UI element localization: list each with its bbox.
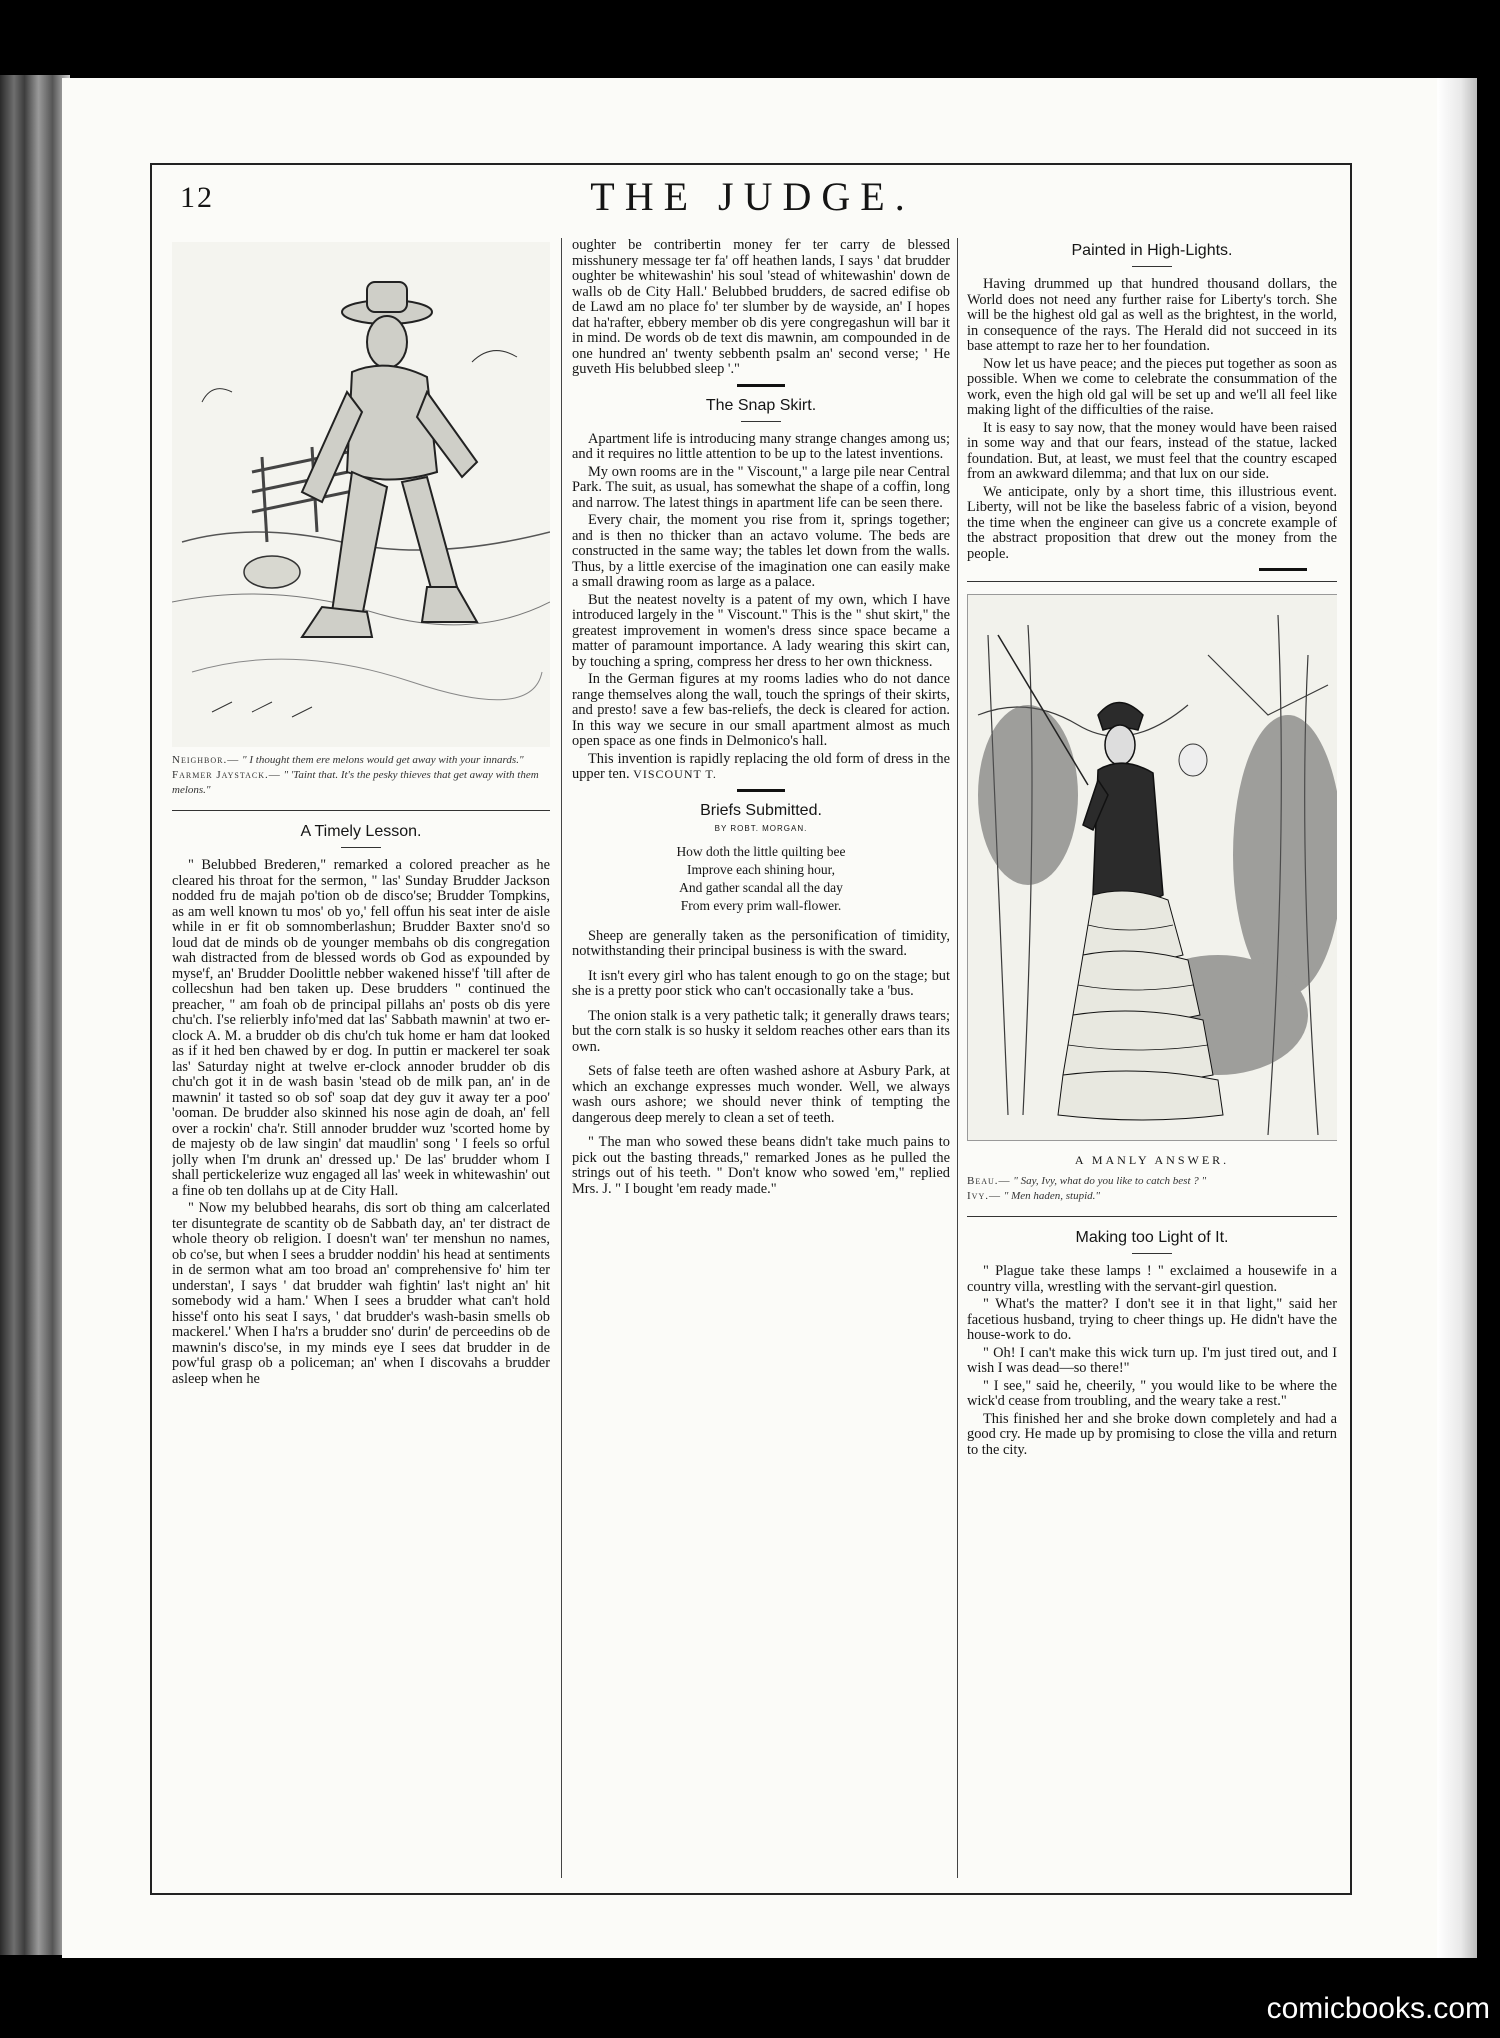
article-paragraph: Sheep are generally taken as the personification of timidity, notwithstanding their principal business is with the sward. [572, 927, 950, 959]
book-gutter [0, 75, 70, 1955]
article-paragraph: " Belubbed Brederen," remarked a colored preacher as he cleared his throat for the sermon, " las' Sunday Brudder Jackson nodded fru de majah po'tion ob de disco'se; Brudder Tompkins, as am well known tu mos' ob yo,' fell offun his seat inter de aisle while in er fit ob somnomberlashun; Brudder Baxter sno'd so loud dat de minds ob de younger membahs ob dis congregation wah distracted from de blessed words ob God as expounded by myse'f, an' Brudder Doolittle nebber wakened hisse'f 'till after de collecshun had ben taken up. Dese brudders " continued the preacher, " am foah ob de principal pillahs an' posts ob dis yere chu'ch. I'se relierbly info'med dat las' Sabbath mawnin' at two er-clock A. M. a brudder ob dis chu'ch tuk home er ham dat looked as if it hed ben chawed by er dog. In puttin er mackerel ter soak las' Saturday night at twelve er-clock annoder brudder ob dis chu'ch got it in de wash basin 'stead ob de milk pan, an' in de mawnin' it tasted so ob sof' soap dat dey guv it away ter a poo' 'ooman. De brudder also skinned his nose agin de doah, an' fell over a rockin' cha'r. Still annoder brudder wuz 'scorted home by de majesty ob de law singin' dat maudlin' song ' I feels so orful jolly when I'm drunk an' dressed up.' De las' brudder whom I shall pertickelerize wuz engaged all las' week in whitewashin' out a fine ob ten dollahs up at de City Hall. [172, 857, 550, 1199]
article-paragraph: It isn't every girl who has talent enough to go on the stage; but she is a pretty poor stick who can't occasionally take a 'bus. [572, 967, 950, 999]
section-rule [1259, 568, 1307, 571]
article-paragraph [572, 752, 950, 783]
article-continuation: oughter be contribertin money fer ter carry de blessed misshunery message ter fa' off heathen lands, I says ' dat brudder oughter be whitewashin' his soul 'stead of whitewashin' down de walls ob de City Hall.' Belubbed brudders, de sacred edifise ob de Lawd am no place fo' ter slumber by de wayside, an' I hopes dat ha'rafter, ebbery member ob dis yere congregashun will bar it in mind. De words ob de text dis mawnin, am compounded in de one hundred an' twenty sebbenth psalm an' second verse; ' He guveth His belubbed sleep '." [572, 238, 950, 377]
page-number: 12 [180, 181, 214, 214]
poem-line: How doth the little quilting bee [676, 843, 846, 859]
article-paragraph-text: This invention is rapidly replacing the old form of dress in the upper ten. [572, 750, 950, 782]
article-paragraph: Apartment life is introducing many strange changes among us; and it requires no little attention to be up to the latest inventions. [572, 430, 950, 462]
section-rule [967, 1216, 1337, 1217]
article-paragraph: But the neatest novelty is a patent of my own, which I have introduced largely in the " Viscount." This is the " shut skirt," the greatest improvement in women's dress since space became a matter of paramount importance. A lady wearing this skirt can, by touching a spring, compress her dress to her own thickness. [572, 591, 950, 670]
cartoon-caption [172, 753, 550, 768]
poem-line: From every prim wall-flower. [680, 897, 842, 913]
lady-fishing-cartoon-icon [967, 594, 1337, 1141]
section-rule [737, 384, 785, 387]
article-paragraph: Sets of false teeth are often washed ashore at Asbury Park, at which an exchange expresses much wonder. Well, we always wash ours ashore; we should never think of tempting the dangerous deep merely to clean a set of teeth. [572, 1063, 950, 1126]
article-paragraph: This finished her and she broke down completely and had a good cry. He made up by promising to close the villa and return to the city. [967, 1410, 1337, 1458]
page-header [170, 173, 1335, 223]
author-signoff: VISCOUNT T. [633, 767, 717, 781]
article-paragraph: " Oh! I can't make this wick turn up. I'm just tired out, and I wish I was dead—so there!" [967, 1344, 1337, 1376]
facing-page-edge [1437, 78, 1477, 1958]
farmer-cartoon-icon [172, 242, 550, 747]
article-title: Making too Light of It. [1075, 1229, 1229, 1246]
cartoon-caption [172, 768, 550, 798]
article-paragraph: Having drummed up that hundred thousand dollars, the World does not need any further raise for Liberty's torch. She will be the highest old gal as well as the brightest, in the world, in consequence of the rays. The Herald did not succeed in its base attempt to raze her to her foundation. [967, 276, 1337, 354]
article-paragraph: We anticipate, only by a short time, this illustrious event. Liberty, will not be like the baseless fabric of a vision, beyond the time when the engineer can give us a concrete example of the abstract proposition that drew out the money from the people. [967, 483, 1337, 562]
byline: BY ROBT. MORGAN. [714, 823, 808, 833]
article-title: Painted in High-Lights. [1071, 242, 1233, 259]
article-paragraph: In the German figures at my rooms ladies who do not dance range themselves along the wall, touch the springs of their skirts, and presto! save a few bas-reliefs, the deck is cleared for action. In this way we secure in our small apartment almost as much open space as one finds in Delmonico's hall. [572, 671, 950, 749]
title-rule [1132, 266, 1172, 267]
title-rule [341, 847, 381, 848]
column-middle [572, 238, 950, 1878]
cartoon-caption [967, 1189, 1337, 1204]
column-right [967, 238, 1337, 1878]
article-paragraph: Every chair, the moment you rise from it, springs together; and is then no thicker than an actavo volume. The beds are constructed in the same way; the tables let down from the walls. Thus, by a little exercise of the imagination one can easily make a small drawing room as large as a palace. [572, 512, 950, 590]
article-title: Briefs Submitted. [700, 801, 822, 819]
article-paragraph: " What's the matter? I don't see it in that light," said her facetious husband, trying to cheer things up. He didn't have the house-work to do. [967, 1296, 1337, 1343]
cartoon-title: A MANLY ANSWER. [1074, 1153, 1230, 1167]
article-title: The Snap Skirt. [705, 396, 817, 414]
article-paragraph: " I see," said he, cheerily, " you would like to be where the wick'd cease from troubling, and the weary take a rest." [967, 1377, 1337, 1409]
article-paragraph: Now let us have peace; and the pieces put together as soon as possible. When we come to celebrate the consummation of the work, even the high old gal will be set up and we'll all feel like making light of the difficulties of the raise. [967, 355, 1337, 418]
poem-line: And gather scandal all the day [679, 879, 843, 895]
article-paragraph: It is easy to say now, that the money would have been raised in some way and that our fears, instead of the statue, lacked foundation. But, at least, we must feel that the country escaped from an awkward dilemma; and that lux on our side. [967, 419, 1337, 482]
section-rule [967, 581, 1337, 582]
column-divider [957, 238, 958, 1878]
caption-speaker: Neighbor.— [172, 754, 240, 766]
title-rule [1132, 1253, 1172, 1254]
article-paragraph: The onion stalk is a very pathetic talk; it generally draws tears; but the corn stalk is so husky it seldom reaches other ears than its own. [572, 1007, 950, 1055]
caption-speaker: Ivy.— [967, 1190, 1001, 1202]
caption-text: " 'Taint that. It's the pesky thieves that get away with them melons." [172, 769, 539, 796]
article-paragraph: " Plague take these lamps ! " exclaimed a housewife in a country villa, wrestling with the servant-girl question. [967, 1263, 1337, 1295]
section-rule [172, 810, 550, 811]
caption-text: " Men haden, stupid." [1003, 1190, 1101, 1202]
caption-speaker: Farmer Jaystack.— [172, 769, 281, 781]
caption-text: " I thought them ere melons would get away with your innards." [242, 754, 524, 766]
column-divider [561, 238, 562, 1878]
masthead-title: THE JUDGE. [590, 174, 915, 219]
caption-speaker: Beau.— [967, 1175, 1011, 1187]
article-title: A Timely Lesson. [300, 823, 422, 840]
poem-line: Improve each shining hour, [687, 861, 835, 877]
column-left [172, 238, 550, 1878]
section-rule [737, 789, 785, 792]
site-watermark: comicbooks.com [1266, 1992, 1490, 2025]
caption-text: " Say, Ivy, what do you like to catch best ? " [1013, 1175, 1207, 1187]
title-rule [741, 421, 781, 422]
article-paragraph: " The man who sowed these beans didn't take much pains to pick out the basting threads," remarked Jones as he pulled the strings out of his teeth. " Don't know who sowed 'em," replied Mrs. J. " I bought 'em ready made." [572, 1134, 950, 1197]
cartoon-caption [967, 1174, 1337, 1189]
poem [572, 843, 950, 915]
article-paragraph: My own rooms are in the " Viscount," a large pile near Central Park. The suit, as usual, has somewhat the shape of a coffin, long and narrow. The latest things in apartment life can be seen there. [572, 463, 950, 511]
article-paragraph: " Now my belubbed hearahs, dis sort ob thing am calcerlated ter disuntegrate de scantity ob de Sabbath day, an' ter distract de whole theory ob religion. I doesn't wan' ter menshun no names, ob co'se, but when I sees a brudder noddin' his head at sentiments in de sermon what am too broad an' comprehensive fo' him ter understan', I says ' dat brudder wah fightin' las't night an' hit somebody wid a ham.' When I sees a brudder what can't hold hisse'f onto his seat I says, ' dat brudder's wash-basin smells ob mackerel.' When I ha'rs a brudder sno' durin' de perceedins ob de mawnin's disco'se, in my minds eye I sees dat brudder in de pow'ful grasp ob a policeman; an' when I discovahs a brudder asleep when he [172, 1200, 550, 1387]
